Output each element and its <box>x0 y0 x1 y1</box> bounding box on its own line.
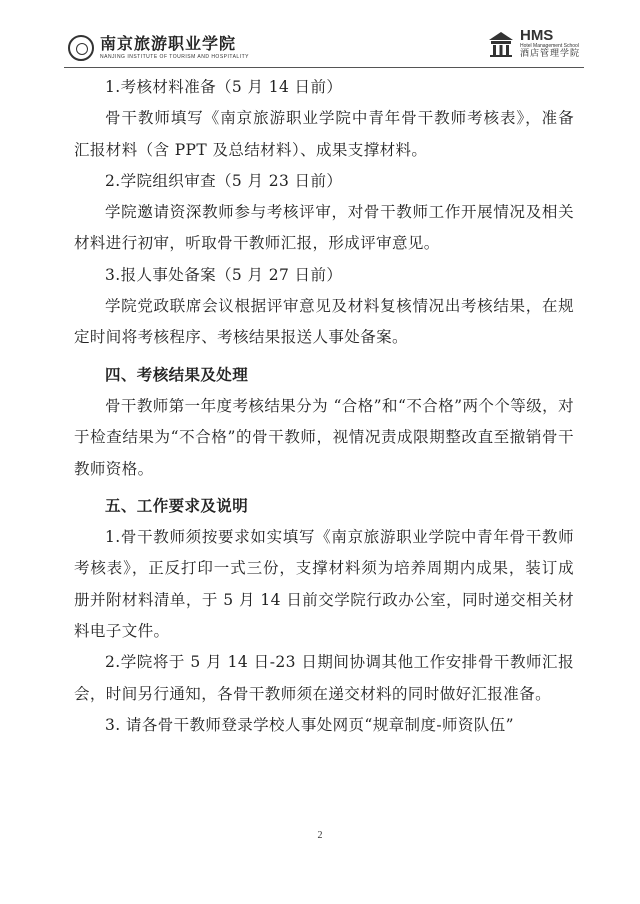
heading-4: 四、考核结果及处理 <box>105 365 249 384</box>
section-2-text: 学院邀请资深教师参与考核评审，对骨干教师工作开展情况及相关材料进行初审，听取骨干教师汇报，形成评审意见。 <box>74 203 574 253</box>
school-logo <box>68 30 249 66</box>
section-2-title: 2.学院组织审查（5 月 23 日前） <box>105 171 343 190</box>
school-name-cn: 南京旅游职业学院 <box>100 34 237 53</box>
letterhead <box>0 0 640 70</box>
hms-building-icon <box>488 30 514 58</box>
section-3-text: 学院党政联席会议根据评审意见及材料复核情况出考核结果，在规定时间将考核程序、考核结果报送人事处备案。 <box>74 297 574 347</box>
requirement-2: 2.学院将于 5 月 14 日-23 日期间协调其他工作安排骨干教师汇报会，时间另行通知，各骨干教师须在递交材料的同时做好汇报准备。 <box>74 653 574 703</box>
hms-cn: 酒店管理学院 <box>519 49 580 59</box>
heading-5: 五、工作要求及说明 <box>105 496 249 515</box>
requirement-1: 1.骨干教师须按要求如实填写《南京旅游职业学院中青年骨干教师考核表》，正反打印一式三份，支撑材料须为培养周期内成果，装订成册并附材料清单，于 5 月 14 日前交学院行政办公室，同时递交相关材料电子文件。 <box>74 528 574 641</box>
hms-sub: Hotel Management School <box>519 43 579 49</box>
section-3-title: 3.报人事处备案（5 月 27 日前） <box>105 265 343 284</box>
hms-logo <box>488 28 580 60</box>
section-1-title: 1.考核材料准备（5 月 14 日前） <box>105 78 343 96</box>
page-number: 2 <box>317 830 323 841</box>
school-seal-icon <box>68 35 94 61</box>
document-body <box>74 72 574 741</box>
requirement-3: 3. 请各骨干教师登录学校人事处网页“规章制度-师资队伍” <box>105 715 514 734</box>
section-1-text: 骨干教师填写《南京旅游职业学院中青年骨干教师考核表》，准备汇报材料（含 PPT 及总结材料）、成果支撑材料。 <box>74 109 574 159</box>
header-rule <box>64 67 584 68</box>
hms-text: HMS <box>519 27 554 44</box>
school-name-en: NANJING INSTITUTE OF TOURISM AND HOSPITALITY <box>100 54 249 60</box>
heading-4-text: 骨干教师第一年度考核结果分为 “合格”和“不合格”两个个等级，对于检查结果为“不合格”的骨干教师，视情况责成限期整改直至撤销骨干教师资格。 <box>74 396 574 478</box>
